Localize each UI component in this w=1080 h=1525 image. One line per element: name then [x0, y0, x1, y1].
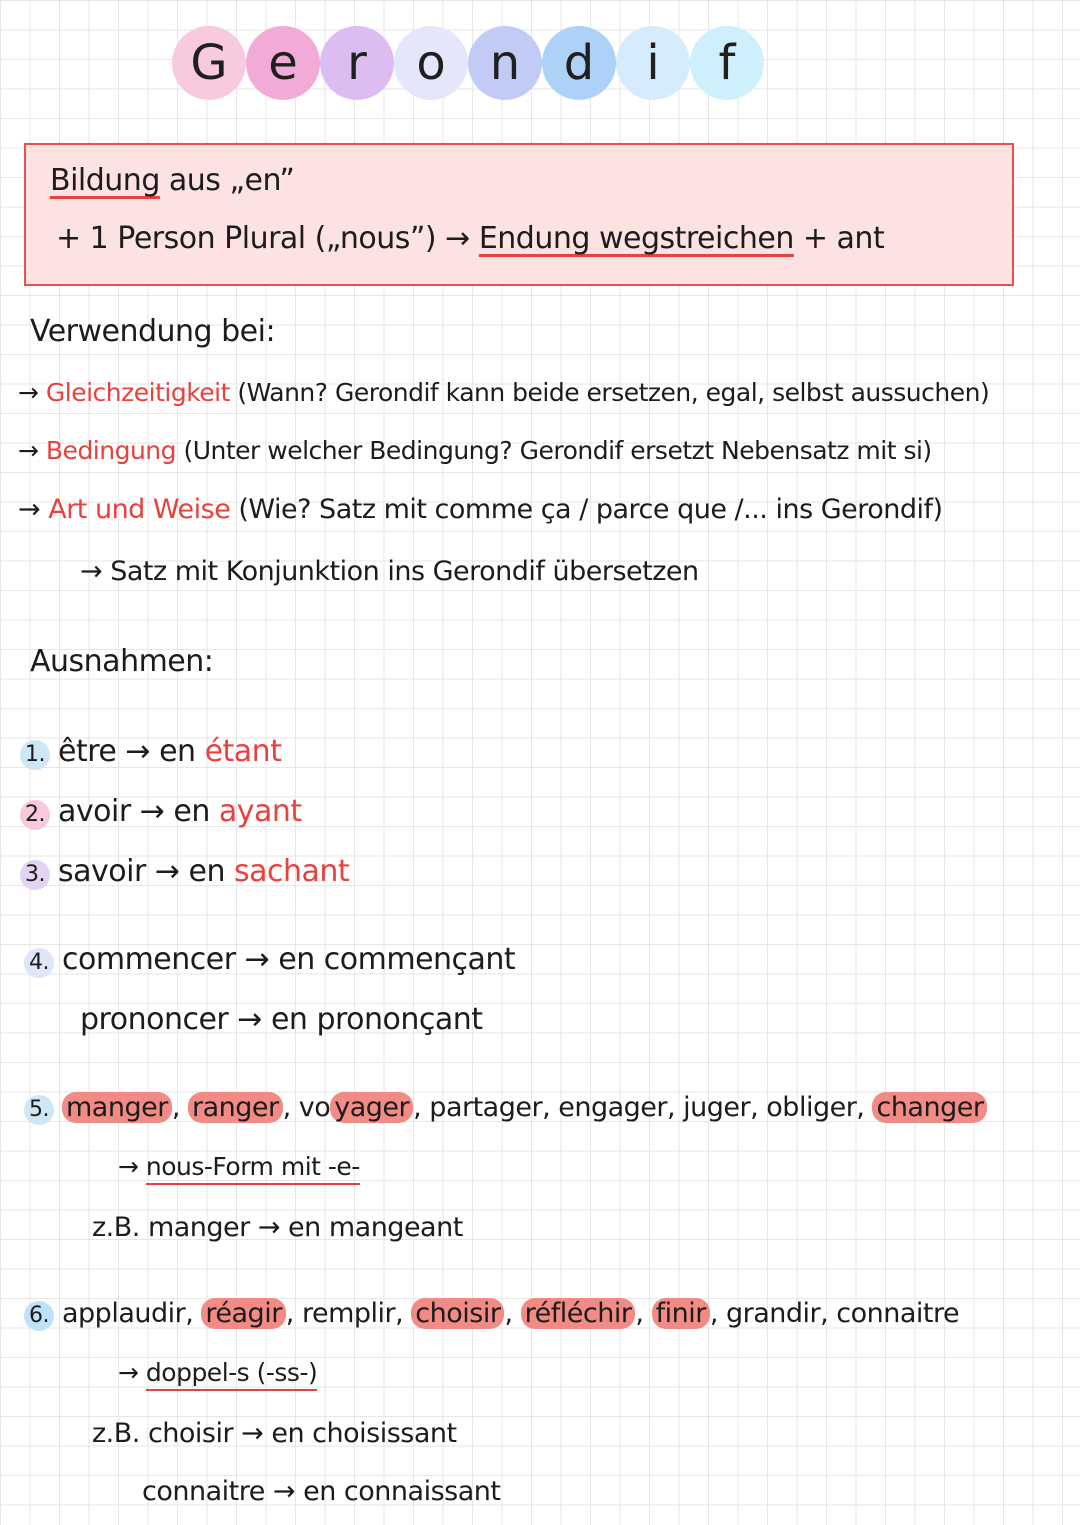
- formation-box: [24, 143, 1014, 286]
- highlight-word: réfléchir: [521, 1298, 636, 1329]
- highlight-word: ranger: [188, 1092, 283, 1123]
- result: étant: [204, 734, 282, 769]
- title-letter-3: r: [320, 26, 394, 100]
- title-letter-6: d: [542, 26, 616, 100]
- formation-endung: Endung: [478, 221, 590, 256]
- exception-6-rule: [118, 1358, 317, 1387]
- usage-text: (Unter welcher Bedingung? Gerondif ersetzt Nebensatz mit si): [176, 436, 932, 465]
- verb: être: [58, 734, 117, 769]
- verb-list: applaudir,: [62, 1298, 202, 1329]
- verb: savoir: [58, 854, 146, 889]
- exception-4: [24, 942, 515, 978]
- exception-5-rule: [118, 1152, 360, 1181]
- usage-text: (Wann? Gerondif kann beide ersetzen, egal, selbst aussuchen): [229, 378, 990, 407]
- exception-5-example: z.B. manger → en mangeant: [92, 1212, 463, 1243]
- highlight-word: choisir: [411, 1298, 504, 1329]
- exception-1: [20, 734, 281, 770]
- number-badge: 2.: [20, 800, 50, 830]
- separator: ,: [171, 1092, 188, 1123]
- arrow-text: → en: [145, 854, 235, 889]
- result: ayant: [218, 794, 302, 829]
- highlight-word: finir: [652, 1298, 710, 1329]
- page-title: [172, 26, 782, 104]
- exception-4-line-2: prononcer → en prononçant: [80, 1002, 483, 1037]
- title-letter-5: n: [468, 26, 542, 100]
- usage-text: (Wie? Satz mit comme ça / parce que /... ins Gerondif): [230, 494, 943, 525]
- exception-4-line-1: commencer → en commençant: [62, 942, 516, 977]
- highlight-word: yager: [330, 1092, 413, 1123]
- separator: , vo: [282, 1092, 331, 1123]
- usage-item-gleichzeitigkeit: [18, 378, 989, 407]
- formation-bildung: Bildung: [50, 163, 160, 198]
- exception-6: [24, 1298, 959, 1331]
- title-letter-4: o: [394, 26, 468, 100]
- result: sachant: [234, 854, 350, 889]
- number-badge: 6.: [24, 1301, 54, 1331]
- highlight-word: réagir: [201, 1298, 285, 1329]
- usage-label: Gleichzeitigkeit: [45, 378, 230, 407]
- usage-item-bedingung: [18, 436, 932, 465]
- usage-label: Art und Weise: [48, 494, 231, 525]
- exception-5: [24, 1092, 987, 1125]
- usage-item-art-und-weise: [18, 494, 943, 525]
- separator: ,: [635, 1298, 652, 1329]
- rule-text: nous-Form mit -e-: [146, 1152, 360, 1185]
- arrow-icon: →: [18, 436, 46, 465]
- title-letter-8: f: [690, 26, 764, 100]
- formation-line-1: [50, 163, 294, 198]
- number-badge: 4.: [24, 948, 54, 978]
- rule-text: doppel-s (-ss-): [146, 1358, 317, 1391]
- number-badge: 3.: [20, 860, 50, 890]
- formation-line-2: [56, 221, 884, 256]
- exceptions-heading: Ausnahmen:: [30, 644, 214, 679]
- formation-aus-en: aus „en”: [159, 163, 295, 198]
- number-badge: 5.: [24, 1095, 54, 1125]
- arrow-icon: →: [118, 1358, 146, 1387]
- number-badge: 1.: [20, 740, 50, 770]
- title-letter-7: i: [616, 26, 690, 100]
- arrow-text: → en: [116, 734, 205, 769]
- usage-heading: Verwendung bei:: [30, 314, 276, 349]
- exception-6-example-2: connaitre → en connaissant: [142, 1476, 501, 1507]
- title-letter-1: G: [172, 26, 246, 100]
- exception-6-example-1: z.B. choisir → en choisissant: [92, 1418, 457, 1449]
- arrow-icon: →: [18, 494, 49, 525]
- arrow-icon: →: [18, 378, 46, 407]
- highlight-word: changer: [872, 1092, 987, 1123]
- exception-3: [20, 854, 349, 890]
- verb-list: , remplir,: [285, 1298, 412, 1329]
- usage-sub: → Satz mit Konjunktion ins Gerondif übersetzen: [80, 556, 699, 587]
- highlight-word: manger: [62, 1092, 172, 1123]
- formation-wegstreichen: wegstreichen: [589, 221, 794, 256]
- separator: ,: [504, 1298, 521, 1329]
- usage-label: Bedingung: [45, 436, 177, 465]
- arrow-icon: →: [118, 1152, 146, 1181]
- formation-person-plural: + 1 Person Plural („nous”) →: [56, 221, 479, 256]
- verb-list: , grandir, connaitre: [709, 1298, 960, 1329]
- title-letter-2: e: [246, 26, 320, 100]
- arrow-text: → en: [130, 794, 219, 829]
- exception-2: [20, 794, 302, 830]
- verb-list: , partager, engager, juger, obliger,: [413, 1092, 873, 1123]
- verb: avoir: [58, 794, 131, 829]
- formation-ant: + ant: [793, 221, 885, 256]
